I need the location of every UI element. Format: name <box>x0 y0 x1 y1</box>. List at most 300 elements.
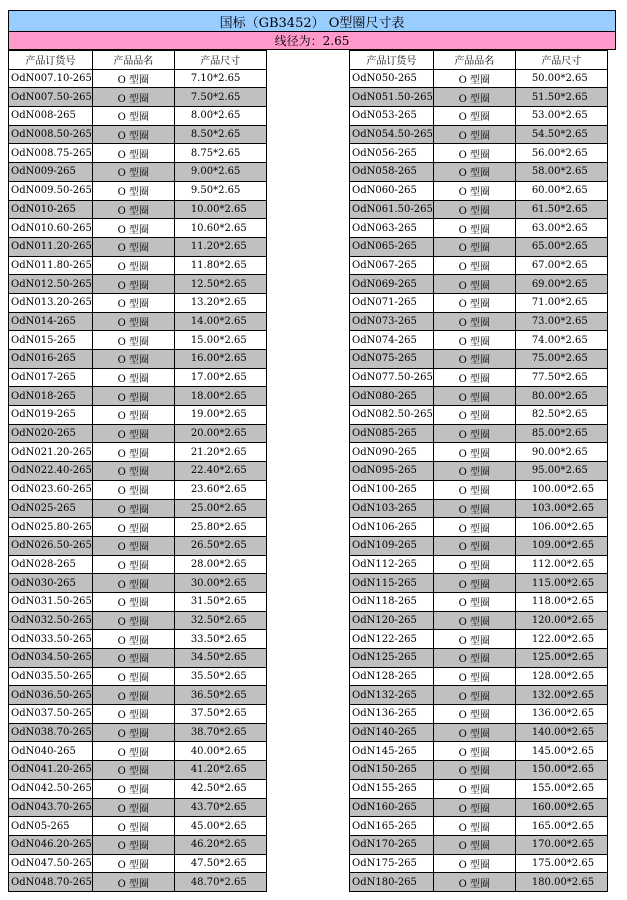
o-ring-size-sheet <box>8 10 616 900</box>
product-name-cell: O 型圈 <box>92 499 174 518</box>
product-name-cell: O 型圈 <box>433 312 515 331</box>
product-name-cell: O 型圈 <box>92 237 174 256</box>
product-name-cell: O 型圈 <box>92 779 174 798</box>
product-size-cell: 20.00*2.65 <box>174 424 266 443</box>
product-name-cell: O 型圈 <box>92 630 174 649</box>
product-name-cell: O 型圈 <box>433 443 515 462</box>
table-row <box>9 107 267 126</box>
column-header-code: 产品订货号 <box>9 51 93 70</box>
product-size-cell: 12.50*2.65 <box>174 275 266 294</box>
product-size-cell: 74.00*2.65 <box>515 331 607 350</box>
table-row <box>350 817 608 836</box>
product-name-cell: O 型圈 <box>433 873 515 892</box>
product-size-cell: 43.70*2.65 <box>174 798 266 817</box>
product-code-cell: OdN018-265 <box>9 387 93 406</box>
table-row <box>9 480 267 499</box>
product-name-cell: O 型圈 <box>433 368 515 387</box>
product-size-cell: 122.00*2.65 <box>515 630 607 649</box>
product-size-cell: 67.00*2.65 <box>515 256 607 275</box>
product-size-cell: 160.00*2.65 <box>515 798 607 817</box>
table-row <box>350 88 608 107</box>
product-code-cell: OdN008.75-265 <box>9 144 93 163</box>
table-row <box>9 200 267 219</box>
product-code-cell: OdN063-265 <box>350 219 434 238</box>
product-size-cell: 28.00*2.65 <box>174 555 266 574</box>
table-row <box>9 835 267 854</box>
right-size-table <box>349 50 608 892</box>
product-name-cell: O 型圈 <box>92 518 174 537</box>
product-size-cell: 47.50*2.65 <box>174 854 266 873</box>
product-code-cell: OdN071-265 <box>350 293 434 312</box>
product-size-cell: 26.50*2.65 <box>174 536 266 555</box>
product-name-cell: O 型圈 <box>92 275 174 294</box>
product-code-cell: OdN007.50-265 <box>9 88 93 107</box>
product-code-cell: OdN109-265 <box>350 536 434 555</box>
product-size-cell: 25.00*2.65 <box>174 499 266 518</box>
column-header-size: 产品尺寸 <box>174 51 266 70</box>
product-name-cell: O 型圈 <box>433 518 515 537</box>
product-size-cell: 132.00*2.65 <box>515 686 607 705</box>
table-row <box>350 835 608 854</box>
table-row <box>350 873 608 892</box>
product-size-cell: 175.00*2.65 <box>515 854 607 873</box>
product-code-cell: OdN074-265 <box>350 331 434 350</box>
product-size-cell: 82.50*2.65 <box>515 406 607 425</box>
table-row <box>9 611 267 630</box>
product-size-cell: 8.50*2.65 <box>174 125 266 144</box>
product-size-cell: 42.50*2.65 <box>174 779 266 798</box>
table-row <box>9 779 267 798</box>
product-name-cell: O 型圈 <box>433 293 515 312</box>
product-size-cell: 13.20*2.65 <box>174 293 266 312</box>
product-code-cell: OdN118-265 <box>350 592 434 611</box>
table-row <box>9 350 267 369</box>
product-name-cell: O 型圈 <box>92 443 174 462</box>
product-size-cell: 95.00*2.65 <box>515 462 607 481</box>
product-code-cell: OdN038.70-265 <box>9 723 93 742</box>
product-size-cell: 58.00*2.65 <box>515 163 607 182</box>
product-code-cell: OdN065-265 <box>350 237 434 256</box>
product-code-cell: OdN160-265 <box>350 798 434 817</box>
product-size-cell: 36.50*2.65 <box>174 686 266 705</box>
product-size-cell: 118.00*2.65 <box>515 592 607 611</box>
table-row <box>350 462 608 481</box>
product-size-cell: 73.00*2.65 <box>515 312 607 331</box>
product-name-cell: O 型圈 <box>92 854 174 873</box>
table-row <box>9 592 267 611</box>
table-row <box>350 555 608 574</box>
table-row <box>9 387 267 406</box>
product-name-cell: O 型圈 <box>433 779 515 798</box>
product-code-cell: OdN082.50-265 <box>350 406 434 425</box>
product-size-cell: 115.00*2.65 <box>515 574 607 593</box>
product-name-cell: O 型圈 <box>92 88 174 107</box>
table-row <box>350 125 608 144</box>
product-name-cell: O 型圈 <box>92 200 174 219</box>
table-row <box>350 705 608 724</box>
table-header-row <box>9 51 267 70</box>
product-name-cell: O 型圈 <box>433 854 515 873</box>
table-row <box>350 854 608 873</box>
product-size-cell: 22.40*2.65 <box>174 462 266 481</box>
table-row <box>9 144 267 163</box>
product-name-cell: O 型圈 <box>92 462 174 481</box>
product-code-cell: OdN170-265 <box>350 835 434 854</box>
product-code-cell: OdN010.60-265 <box>9 219 93 238</box>
product-code-cell: OdN120-265 <box>350 611 434 630</box>
product-code-cell: OdN008.50-265 <box>9 125 93 144</box>
product-code-cell: OdN022.40-265 <box>9 462 93 481</box>
table-row <box>350 200 608 219</box>
product-name-cell: O 型圈 <box>92 219 174 238</box>
product-size-cell: 25.80*2.65 <box>174 518 266 537</box>
product-code-cell: OdN032.50-265 <box>9 611 93 630</box>
product-code-cell: OdN061.50-265 <box>350 200 434 219</box>
product-size-cell: 51.50*2.65 <box>515 88 607 107</box>
table-row <box>350 779 608 798</box>
product-code-cell: OdN050-265 <box>350 69 434 88</box>
product-size-cell: 120.00*2.65 <box>515 611 607 630</box>
product-name-cell: O 型圈 <box>92 611 174 630</box>
tables-area <box>8 50 616 900</box>
product-code-cell: OdN155-265 <box>350 779 434 798</box>
product-name-cell: O 型圈 <box>92 181 174 200</box>
product-name-cell: O 型圈 <box>433 350 515 369</box>
product-code-cell: OdN103-265 <box>350 499 434 518</box>
product-name-cell: O 型圈 <box>92 835 174 854</box>
column-header-size: 产品尺寸 <box>515 51 607 70</box>
product-name-cell: O 型圈 <box>433 200 515 219</box>
table-row <box>350 630 608 649</box>
product-code-cell: OdN031.50-265 <box>9 592 93 611</box>
table-row <box>9 705 267 724</box>
product-name-cell: O 型圈 <box>433 761 515 780</box>
product-code-cell: OdN112-265 <box>350 555 434 574</box>
product-name-cell: O 型圈 <box>433 107 515 126</box>
product-code-cell: OdN056-265 <box>350 144 434 163</box>
product-code-cell: OdN025.80-265 <box>9 518 93 537</box>
product-size-cell: 125.00*2.65 <box>515 649 607 668</box>
product-name-cell: O 型圈 <box>433 144 515 163</box>
product-code-cell: OdN021.20-265 <box>9 443 93 462</box>
product-name-cell: O 型圈 <box>92 256 174 275</box>
table-row <box>9 574 267 593</box>
product-name-cell: O 型圈 <box>433 592 515 611</box>
product-size-cell: 103.00*2.65 <box>515 499 607 518</box>
product-size-cell: 56.00*2.65 <box>515 144 607 163</box>
product-code-cell: OdN007.10-265 <box>9 69 93 88</box>
product-name-cell: O 型圈 <box>433 536 515 555</box>
sheet-title: 国标（GB3452） O型圈尺寸表 <box>8 10 616 32</box>
product-name-cell: O 型圈 <box>92 592 174 611</box>
product-name-cell: O 型圈 <box>433 69 515 88</box>
table-row <box>9 424 267 443</box>
product-name-cell: O 型圈 <box>433 125 515 144</box>
product-size-cell: 19.00*2.65 <box>174 406 266 425</box>
product-size-cell: 16.00*2.65 <box>174 350 266 369</box>
product-size-cell: 7.50*2.65 <box>174 88 266 107</box>
product-size-cell: 165.00*2.65 <box>515 817 607 836</box>
column-header-name: 产品品名 <box>92 51 174 70</box>
product-size-cell: 53.00*2.65 <box>515 107 607 126</box>
product-code-cell: OdN075-265 <box>350 350 434 369</box>
product-size-cell: 106.00*2.65 <box>515 518 607 537</box>
product-size-cell: 180.00*2.65 <box>515 873 607 892</box>
product-code-cell: OdN069-265 <box>350 275 434 294</box>
product-name-cell: O 型圈 <box>433 817 515 836</box>
product-size-cell: 35.50*2.65 <box>174 667 266 686</box>
table-row <box>350 798 608 817</box>
product-name-cell: O 型圈 <box>433 667 515 686</box>
table-row <box>350 293 608 312</box>
product-name-cell: O 型圈 <box>92 723 174 742</box>
product-name-cell: O 型圈 <box>92 742 174 761</box>
product-code-cell: OdN085-265 <box>350 424 434 443</box>
product-name-cell: O 型圈 <box>433 705 515 724</box>
product-code-cell: OdN058-265 <box>350 163 434 182</box>
product-code-cell: OdN165-265 <box>350 817 434 836</box>
table-row <box>9 817 267 836</box>
product-size-cell: 10.00*2.65 <box>174 200 266 219</box>
product-code-cell: OdN009.50-265 <box>9 181 93 200</box>
product-code-cell: OdN180-265 <box>350 873 434 892</box>
product-code-cell: OdN047.50-265 <box>9 854 93 873</box>
product-code-cell: OdN090-265 <box>350 443 434 462</box>
product-name-cell: O 型圈 <box>92 686 174 705</box>
table-row <box>350 350 608 369</box>
product-code-cell: OdN020-265 <box>9 424 93 443</box>
product-size-cell: 34.50*2.65 <box>174 649 266 668</box>
product-name-cell: O 型圈 <box>92 817 174 836</box>
table-row <box>350 275 608 294</box>
product-code-cell: OdN048.70-265 <box>9 873 93 892</box>
product-name-cell: O 型圈 <box>433 181 515 200</box>
table-row <box>350 518 608 537</box>
table-row <box>9 237 267 256</box>
product-size-cell: 69.00*2.65 <box>515 275 607 294</box>
product-name-cell: O 型圈 <box>92 331 174 350</box>
product-size-cell: 17.00*2.65 <box>174 368 266 387</box>
table-row <box>350 686 608 705</box>
product-name-cell: O 型圈 <box>92 761 174 780</box>
table-row <box>350 761 608 780</box>
table-row <box>9 312 267 331</box>
product-code-cell: OdN011.20-265 <box>9 237 93 256</box>
product-code-cell: OdN015-265 <box>9 331 93 350</box>
table-row <box>9 499 267 518</box>
product-code-cell: OdN100-265 <box>350 480 434 499</box>
product-size-cell: 100.00*2.65 <box>515 480 607 499</box>
table-row <box>350 592 608 611</box>
product-name-cell: O 型圈 <box>433 480 515 499</box>
product-name-cell: O 型圈 <box>92 312 174 331</box>
product-name-cell: O 型圈 <box>92 69 174 88</box>
table-row <box>9 761 267 780</box>
product-size-cell: 30.00*2.65 <box>174 574 266 593</box>
table-row <box>9 125 267 144</box>
table-row <box>350 69 608 88</box>
table-row <box>350 742 608 761</box>
table-row <box>350 443 608 462</box>
product-name-cell: O 型圈 <box>92 480 174 499</box>
product-size-cell: 21.20*2.65 <box>174 443 266 462</box>
product-name-cell: O 型圈 <box>433 88 515 107</box>
table-row <box>9 256 267 275</box>
product-code-cell: OdN011.80-265 <box>9 256 93 275</box>
product-size-cell: 9.00*2.65 <box>174 163 266 182</box>
table-row <box>350 536 608 555</box>
table-header-row <box>350 51 608 70</box>
product-code-cell: OdN054.50-265 <box>350 125 434 144</box>
product-size-cell: 112.00*2.65 <box>515 555 607 574</box>
product-name-cell: O 型圈 <box>92 424 174 443</box>
product-size-cell: 71.00*2.65 <box>515 293 607 312</box>
product-name-cell: O 型圈 <box>433 256 515 275</box>
table-row <box>350 331 608 350</box>
product-size-cell: 41.20*2.65 <box>174 761 266 780</box>
product-code-cell: OdN145-265 <box>350 742 434 761</box>
product-size-cell: 155.00*2.65 <box>515 779 607 798</box>
product-code-cell: OdN175-265 <box>350 854 434 873</box>
product-size-cell: 136.00*2.65 <box>515 705 607 724</box>
product-size-cell: 75.00*2.65 <box>515 350 607 369</box>
product-name-cell: O 型圈 <box>92 667 174 686</box>
table-row <box>9 331 267 350</box>
product-name-cell: O 型圈 <box>433 630 515 649</box>
table-row <box>9 854 267 873</box>
table-row <box>350 219 608 238</box>
table-row <box>9 406 267 425</box>
product-code-cell: OdN128-265 <box>350 667 434 686</box>
product-code-cell: OdN080-265 <box>350 387 434 406</box>
product-size-cell: 65.00*2.65 <box>515 237 607 256</box>
table-row <box>9 723 267 742</box>
table-row <box>9 69 267 88</box>
product-code-cell: OdN028-265 <box>9 555 93 574</box>
cross-section-label: 线径为：2.65 <box>8 32 616 50</box>
table-row <box>9 181 267 200</box>
product-code-cell: OdN025-265 <box>9 499 93 518</box>
product-name-cell: O 型圈 <box>433 331 515 350</box>
table-row <box>9 686 267 705</box>
table-row <box>350 499 608 518</box>
product-name-cell: O 型圈 <box>92 555 174 574</box>
product-code-cell: OdN008-265 <box>9 107 93 126</box>
product-code-cell: OdN013.20-265 <box>9 293 93 312</box>
product-size-cell: 128.00*2.65 <box>515 667 607 686</box>
product-name-cell: O 型圈 <box>92 649 174 668</box>
product-code-cell: OdN010-265 <box>9 200 93 219</box>
product-name-cell: O 型圈 <box>92 163 174 182</box>
product-name-cell: O 型圈 <box>433 611 515 630</box>
product-size-cell: 14.00*2.65 <box>174 312 266 331</box>
product-code-cell: OdN026.50-265 <box>9 536 93 555</box>
product-name-cell: O 型圈 <box>433 742 515 761</box>
product-size-cell: 61.50*2.65 <box>515 200 607 219</box>
product-code-cell: OdN042.50-265 <box>9 779 93 798</box>
table-row <box>350 368 608 387</box>
product-name-cell: O 型圈 <box>92 368 174 387</box>
product-code-cell: OdN077.50-265 <box>350 368 434 387</box>
table-row <box>9 462 267 481</box>
product-size-cell: 77.50*2.65 <box>515 368 607 387</box>
product-code-cell: OdN040-265 <box>9 742 93 761</box>
product-code-cell: OdN095-265 <box>350 462 434 481</box>
product-size-cell: 50.00*2.65 <box>515 69 607 88</box>
product-size-cell: 140.00*2.65 <box>515 723 607 742</box>
product-name-cell: O 型圈 <box>433 649 515 668</box>
product-name-cell: O 型圈 <box>433 424 515 443</box>
product-code-cell: OdN05-265 <box>9 817 93 836</box>
column-header-code: 产品订货号 <box>350 51 434 70</box>
product-code-cell: OdN009-265 <box>9 163 93 182</box>
product-code-cell: OdN136-265 <box>350 705 434 724</box>
table-row <box>9 88 267 107</box>
product-name-cell: O 型圈 <box>433 237 515 256</box>
table-row <box>9 649 267 668</box>
table-row <box>350 574 608 593</box>
product-code-cell: OdN132-265 <box>350 686 434 705</box>
product-name-cell: O 型圈 <box>92 705 174 724</box>
product-name-cell: O 型圈 <box>433 163 515 182</box>
product-code-cell: OdN035.50-265 <box>9 667 93 686</box>
product-size-cell: 150.00*2.65 <box>515 761 607 780</box>
table-row <box>9 798 267 817</box>
product-name-cell: O 型圈 <box>433 387 515 406</box>
product-size-cell: 7.10*2.65 <box>174 69 266 88</box>
product-name-cell: O 型圈 <box>92 873 174 892</box>
table-row <box>9 163 267 182</box>
product-name-cell: O 型圈 <box>92 798 174 817</box>
table-row <box>9 518 267 537</box>
product-name-cell: O 型圈 <box>433 219 515 238</box>
product-name-cell: O 型圈 <box>92 293 174 312</box>
product-size-cell: 8.75*2.65 <box>174 144 266 163</box>
table-row <box>350 312 608 331</box>
table-row <box>9 873 267 892</box>
table-row <box>350 387 608 406</box>
product-size-cell: 8.00*2.65 <box>174 107 266 126</box>
product-code-cell: OdN051.50-265 <box>350 88 434 107</box>
product-code-cell: OdN073-265 <box>350 312 434 331</box>
product-size-cell: 63.00*2.65 <box>515 219 607 238</box>
left-size-table <box>8 50 267 892</box>
product-name-cell: O 型圈 <box>433 462 515 481</box>
product-name-cell: O 型圈 <box>433 723 515 742</box>
table-row <box>350 611 608 630</box>
product-code-cell: OdN125-265 <box>350 649 434 668</box>
table-row <box>9 275 267 294</box>
product-size-cell: 85.00*2.65 <box>515 424 607 443</box>
table-row <box>350 163 608 182</box>
product-name-cell: O 型圈 <box>433 275 515 294</box>
product-name-cell: O 型圈 <box>433 798 515 817</box>
product-code-cell: OdN030-265 <box>9 574 93 593</box>
product-name-cell: O 型圈 <box>92 574 174 593</box>
product-code-cell: OdN034.50-265 <box>9 649 93 668</box>
table-row <box>350 237 608 256</box>
product-code-cell: OdN150-265 <box>350 761 434 780</box>
product-size-cell: 90.00*2.65 <box>515 443 607 462</box>
column-header-name: 产品品名 <box>433 51 515 70</box>
table-row <box>350 144 608 163</box>
product-name-cell: O 型圈 <box>92 406 174 425</box>
product-size-cell: 31.50*2.65 <box>174 592 266 611</box>
product-code-cell: OdN033.50-265 <box>9 630 93 649</box>
table-row <box>350 480 608 499</box>
product-code-cell: OdN023.60-265 <box>9 480 93 499</box>
product-size-cell: 45.00*2.65 <box>174 817 266 836</box>
